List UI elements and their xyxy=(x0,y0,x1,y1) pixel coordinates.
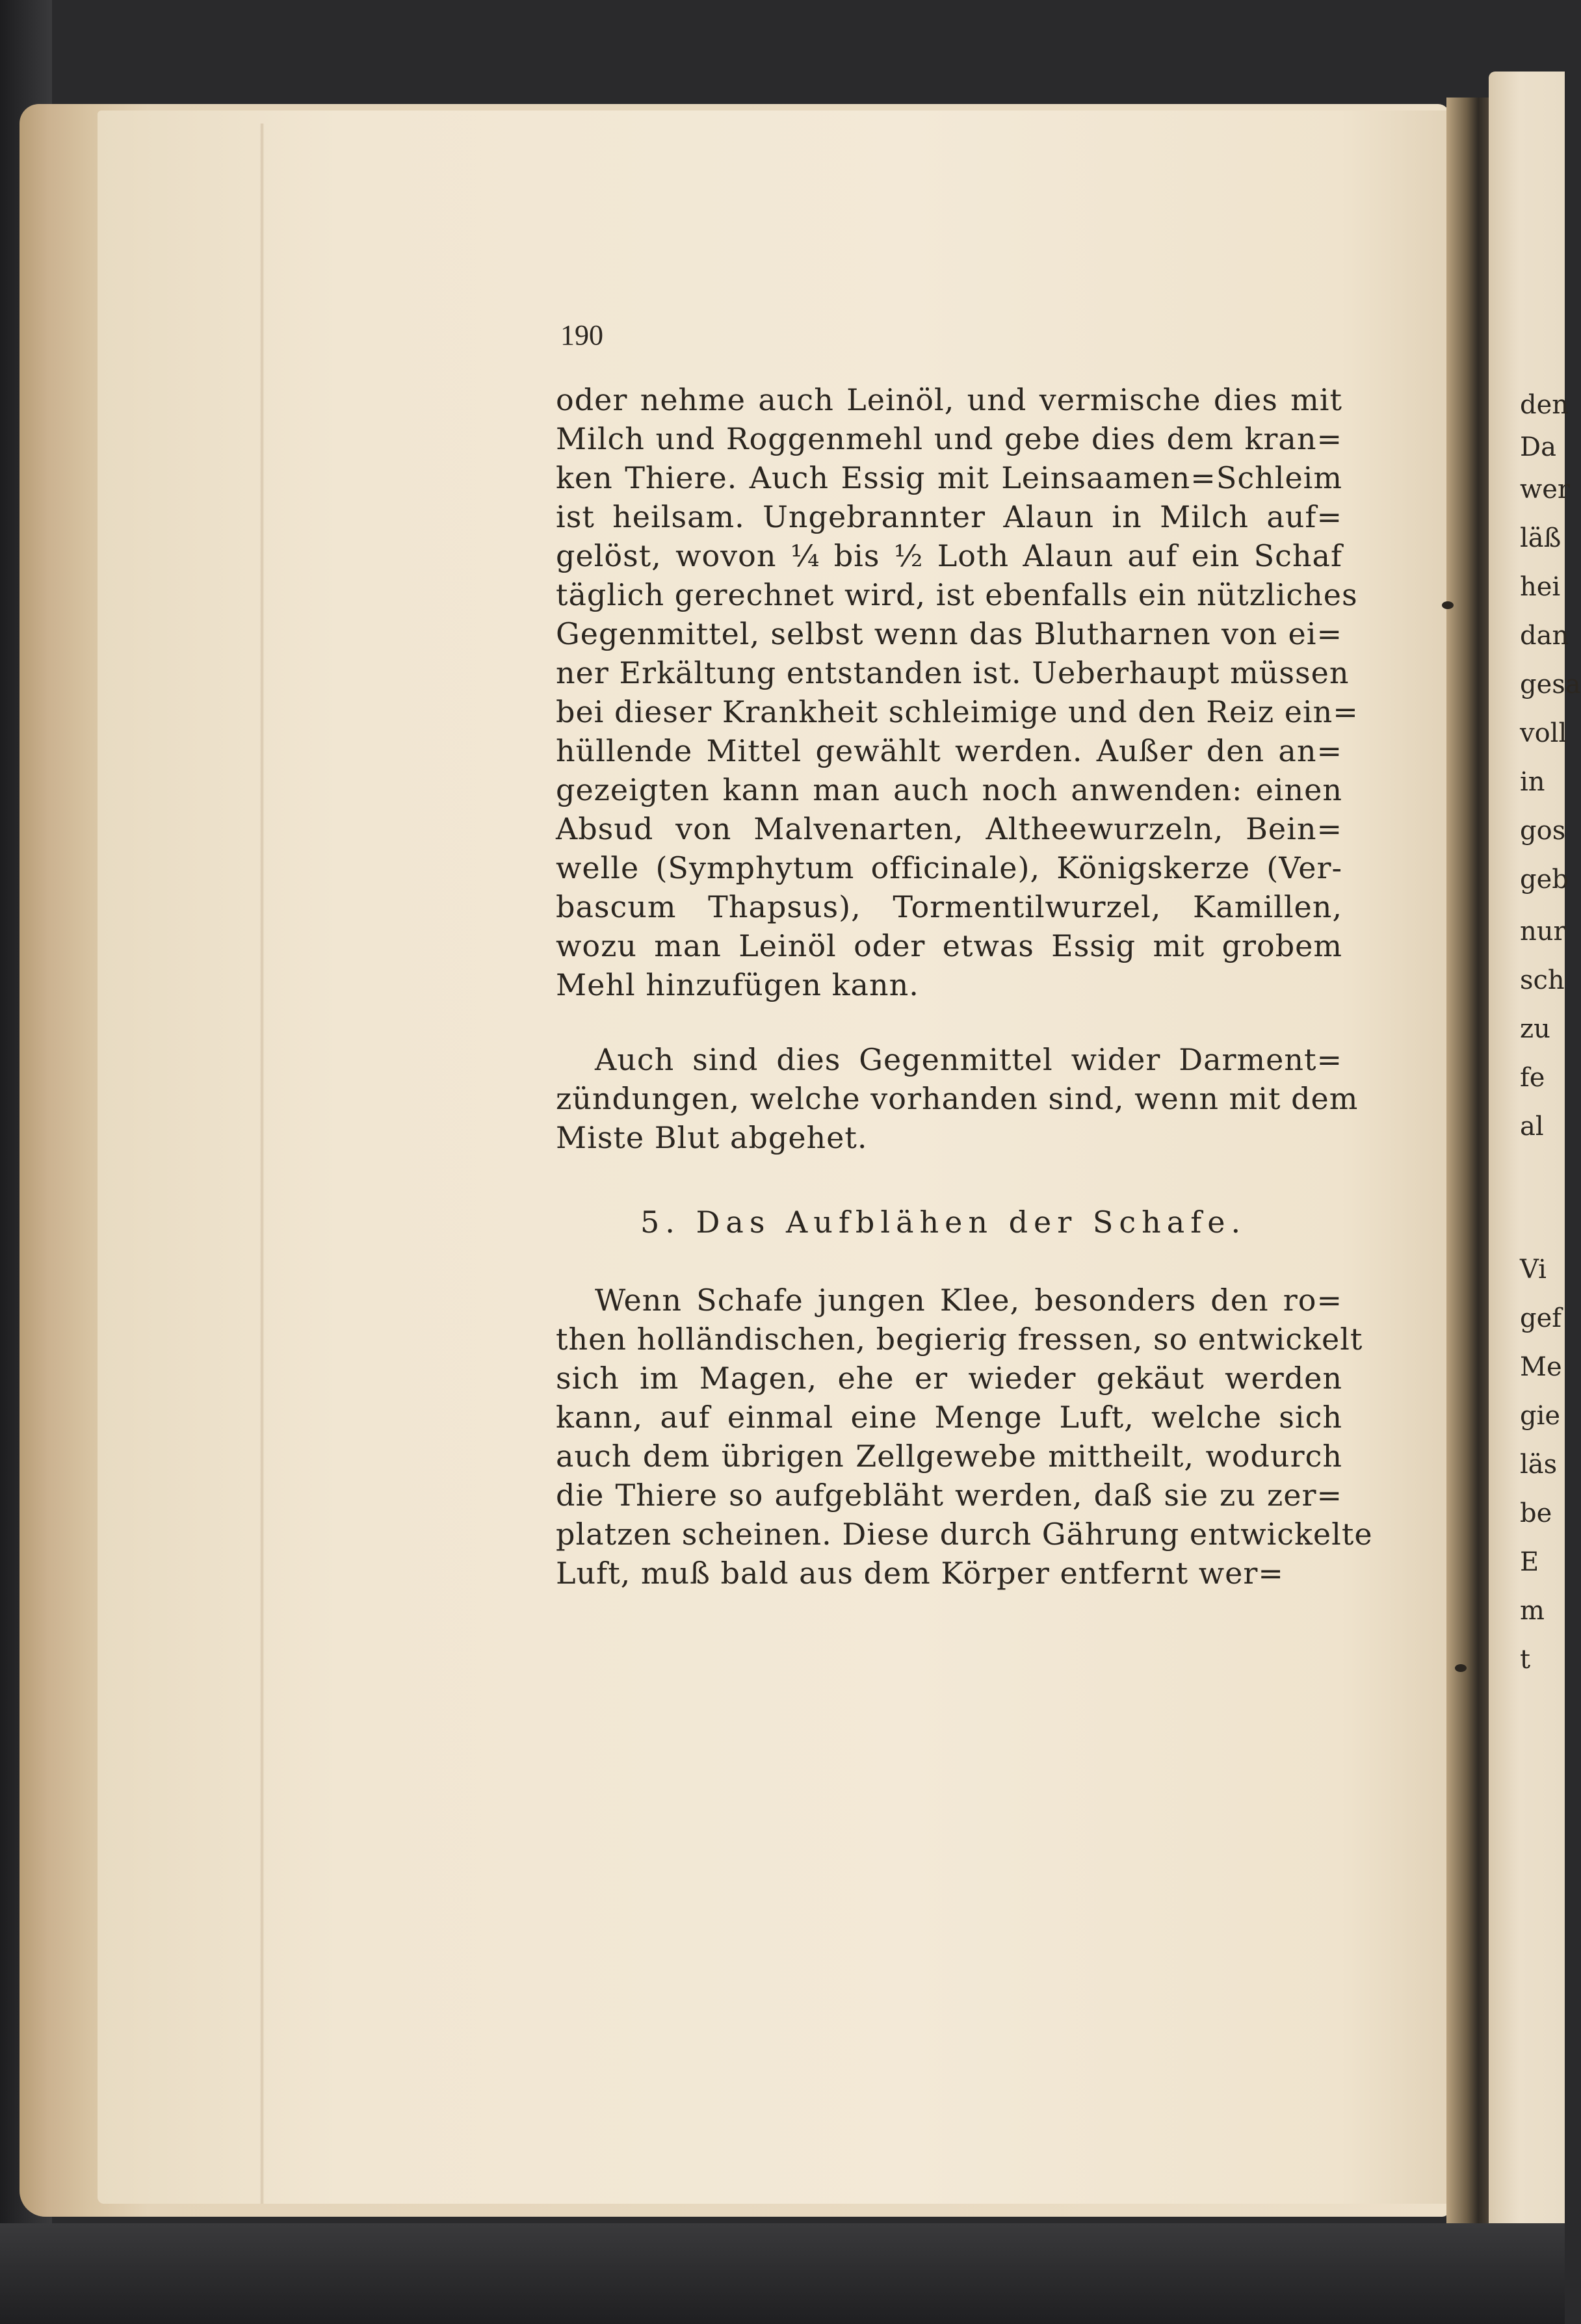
text-line: Auch sind dies Gegenmittel wider Darment= xyxy=(595,1042,1342,1077)
background-bottom xyxy=(0,2223,1565,2324)
section-heading: 5. Das Aufblähen der Schafe. xyxy=(640,1205,1247,1240)
text-line: Luft, muß bald aus dem Körper entfernt wer= xyxy=(556,1556,1284,1591)
text-line: Miste Blut abgehet. xyxy=(556,1120,868,1155)
text-line: Gegenmittel, selbst wenn das Blutharnen von ei= xyxy=(556,616,1342,651)
book-gutter xyxy=(1446,98,1492,2236)
text-line: platzen scheinen. Diese durch Gährung entwickelte xyxy=(556,1517,1373,1552)
facing-page-fragment: zu xyxy=(1520,1014,1550,1044)
facing-page-fragment: Da xyxy=(1520,432,1556,462)
ink-mark xyxy=(1455,1664,1467,1672)
text-line: zündungen, welche vorhanden sind, wenn mit dem xyxy=(556,1081,1359,1116)
facing-page-fragment: Vi xyxy=(1520,1255,1547,1285)
text-line: gelöst, wovon ¼ bis ½ Loth Alaun auf ein Schaf xyxy=(556,538,1342,573)
facing-page-fragment: be xyxy=(1520,1498,1552,1528)
text-line: die Thiere so aufgebläht werden, daß sie zu zer= xyxy=(556,1478,1342,1513)
page-number: 190 xyxy=(560,319,603,351)
text-line: wozu man Leinöl oder etwas Essig mit grobem xyxy=(556,928,1342,963)
facing-page-fragment: Me xyxy=(1520,1352,1562,1382)
text-line: oder nehme auch Leinöl, und vermische dies mit xyxy=(556,382,1342,417)
facing-page-fragment: hei xyxy=(1520,572,1561,602)
text-line: bascum Thapsus), Tormentilwurzel, Kamillen, xyxy=(556,889,1342,924)
facing-page-fragment: dan xyxy=(1520,621,1569,651)
facing-page-fragment: wer xyxy=(1520,475,1571,504)
facing-page-fragment: sch xyxy=(1520,965,1565,995)
facing-page-fragment: gos xyxy=(1520,816,1566,846)
text-line: kann, auf einmal eine Menge Luft, welche sich xyxy=(556,1400,1342,1435)
text-line: then holländischen, begierig fressen, so entwickelt xyxy=(556,1322,1363,1357)
text-line: auch dem übrigen Zellgewebe mittheilt, wodurch xyxy=(556,1439,1342,1474)
facing-page-fragment: voll xyxy=(1520,718,1567,748)
facing-page-fragment: E xyxy=(1520,1547,1539,1577)
facing-page-fragment: t xyxy=(1520,1645,1531,1675)
text-line: hüllende Mittel gewählt werden. Außer den an= xyxy=(556,733,1342,768)
text-line: ist heilsam. Ungebrannter Alaun in Milch auf= xyxy=(556,499,1342,534)
text-line: sich im Magen, ehe er wieder gekäut werden xyxy=(556,1361,1342,1396)
page-crease xyxy=(260,124,264,2204)
text-line: welle (Symphytum officinale), Königskerze (Ver- xyxy=(556,850,1342,885)
text-line: Absud von Malvenarten, Altheewurzeln, Bein= xyxy=(556,811,1342,846)
text-line: täglich gerechnet wird, ist ebenfalls ein nützliches xyxy=(556,577,1358,612)
facing-page-fragment: nur xyxy=(1520,917,1566,947)
facing-page-fragment: läs xyxy=(1520,1450,1558,1480)
text-line: bei dieser Krankheit schleimige und den Reiz ein= xyxy=(556,694,1359,729)
facing-page-fragment: gesa xyxy=(1520,670,1581,699)
facing-page-fragment: geb xyxy=(1520,865,1569,894)
facing-page-fragment: al xyxy=(1520,1112,1544,1142)
facing-page-fragment: gef xyxy=(1520,1303,1562,1333)
text-line: Mehl hinzufügen kann. xyxy=(556,967,919,1002)
facing-page-fragment: läß xyxy=(1520,523,1561,553)
facing-page-fragment: fe xyxy=(1520,1063,1545,1093)
facing-page-fragment: in xyxy=(1520,767,1545,797)
facing-page-fragment: gie xyxy=(1520,1401,1561,1431)
text-line: gezeigten kann man auch noch anwenden: einen xyxy=(556,772,1342,807)
facing-page-fragment: den xyxy=(1520,390,1569,420)
text-line: Wenn Schafe jungen Klee, besonders den ro= xyxy=(595,1283,1342,1318)
facing-page-fragment: m xyxy=(1520,1596,1545,1626)
ink-mark xyxy=(1442,601,1454,609)
text-line: ner Erkältung entstanden ist. Ueberhaupt müssen xyxy=(556,655,1350,690)
text-line: Milch und Roggenmehl und gebe dies dem kran= xyxy=(556,421,1342,456)
text-line: ken Thiere. Auch Essig mit Leinsaamen=Schleim xyxy=(556,460,1342,495)
